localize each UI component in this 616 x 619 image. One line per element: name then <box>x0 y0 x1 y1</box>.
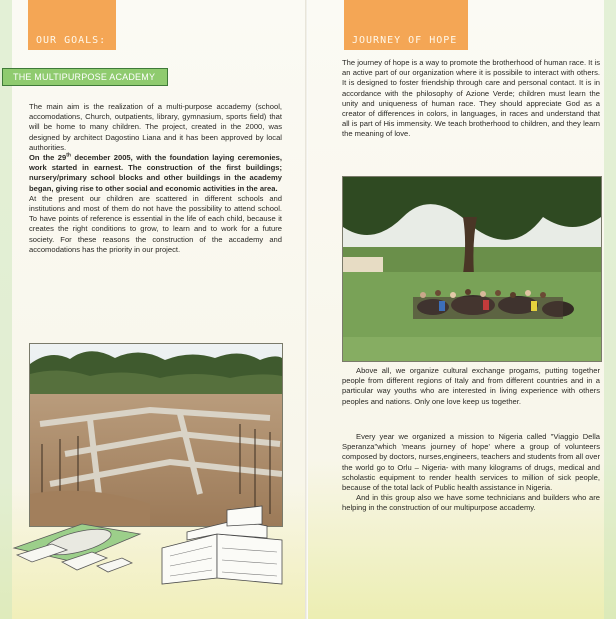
academy-architect-sketch <box>12 500 302 585</box>
journey-paragraph-2: Above all, we organize cultural exchange progams, putting together people from different regions of Italy and from different countries and in a particular way youths who are interested in living experience with others peoples and nations. Only one love keep us together. <box>342 366 600 406</box>
journey-of-hope-label: JOURNEY OF HOPE <box>352 35 458 46</box>
our-goals-label: OUR GOALS: <box>36 35 107 46</box>
bold-sup: th <box>66 152 71 159</box>
banner-label: THE MULTIPURPOSE ACADEMY <box>13 72 156 82</box>
journey-paragraph-1: The journey of hope is a way to promote the brotherhood of human race. It is an active part of our organization where it is possibile to interact with others. It is designed to foster friendship through care and personal contact. It is in accordance with the philosophy of Azione Verde; children must learn the unity and uniqueness of human race. They should appreciate God as a creator of differences in colors, in languages, in races and understand that all is part of His immensity. We teach brotherhood to children, and they learn the meaning of love. <box>342 58 600 139</box>
goals-paragraph-1: The main aim is the realization of a multi-purpose accademy (school, accomodations, Church, outpatients, library, gymnasium, sports field) that will be home to many children. The project, created in the 2000, was designed by architect Dagostino Liana and it has been approved by local authorities. <box>29 102 282 152</box>
journey-of-hope-tab <box>344 0 468 50</box>
multipurpose-academy-banner <box>2 68 168 86</box>
left-green-strip <box>0 0 12 619</box>
journey-paragraph-4: And in this group also we have some technicians and builders who are helping in the construction of our multipurpose accademy. <box>342 493 600 513</box>
journey-paragraph-3: Every year we organized a mission to Nigeria called "Viaggio Della Speranza"which 'means journey of hope' where a group of volunteers composed by doctors, nurses,engineers, teachers and students from all over the world go to Orlu – Nigeria- with many kilograms of drugs, medical and scholastic equipment to render health services to million of sick people, because of the total lack of Public health assistance in Nigeria. <box>342 432 600 493</box>
goals-paragraph-2: At the present our children are scattered in different schools and institutions and most of them do not have the possibility to attend school. To have points of reference is essential in the life of each child, because it creates the right conditions to grow, to learn and to work for a future society. For these reasons the construction of the accademy and accomodations has the priority in our project. <box>29 193 282 254</box>
journey-paragraphs-3-4 <box>342 432 600 514</box>
right-green-strip <box>604 0 616 619</box>
goals-bold-paragraph <box>29 153 282 194</box>
left-body-text <box>29 102 282 255</box>
bold-prefix: On the 29 <box>29 153 67 163</box>
right-page <box>308 0 616 619</box>
group-photo <box>342 176 602 362</box>
our-goals-tab <box>28 0 116 50</box>
bold-suffix: december 2005, with the foundation laying ceremonies, work started in earnest. The construction of the first buildings; nursery/primary school blocks and other buildings in the academy began, giving rise to other social and economic activities in the area. <box>29 153 282 193</box>
